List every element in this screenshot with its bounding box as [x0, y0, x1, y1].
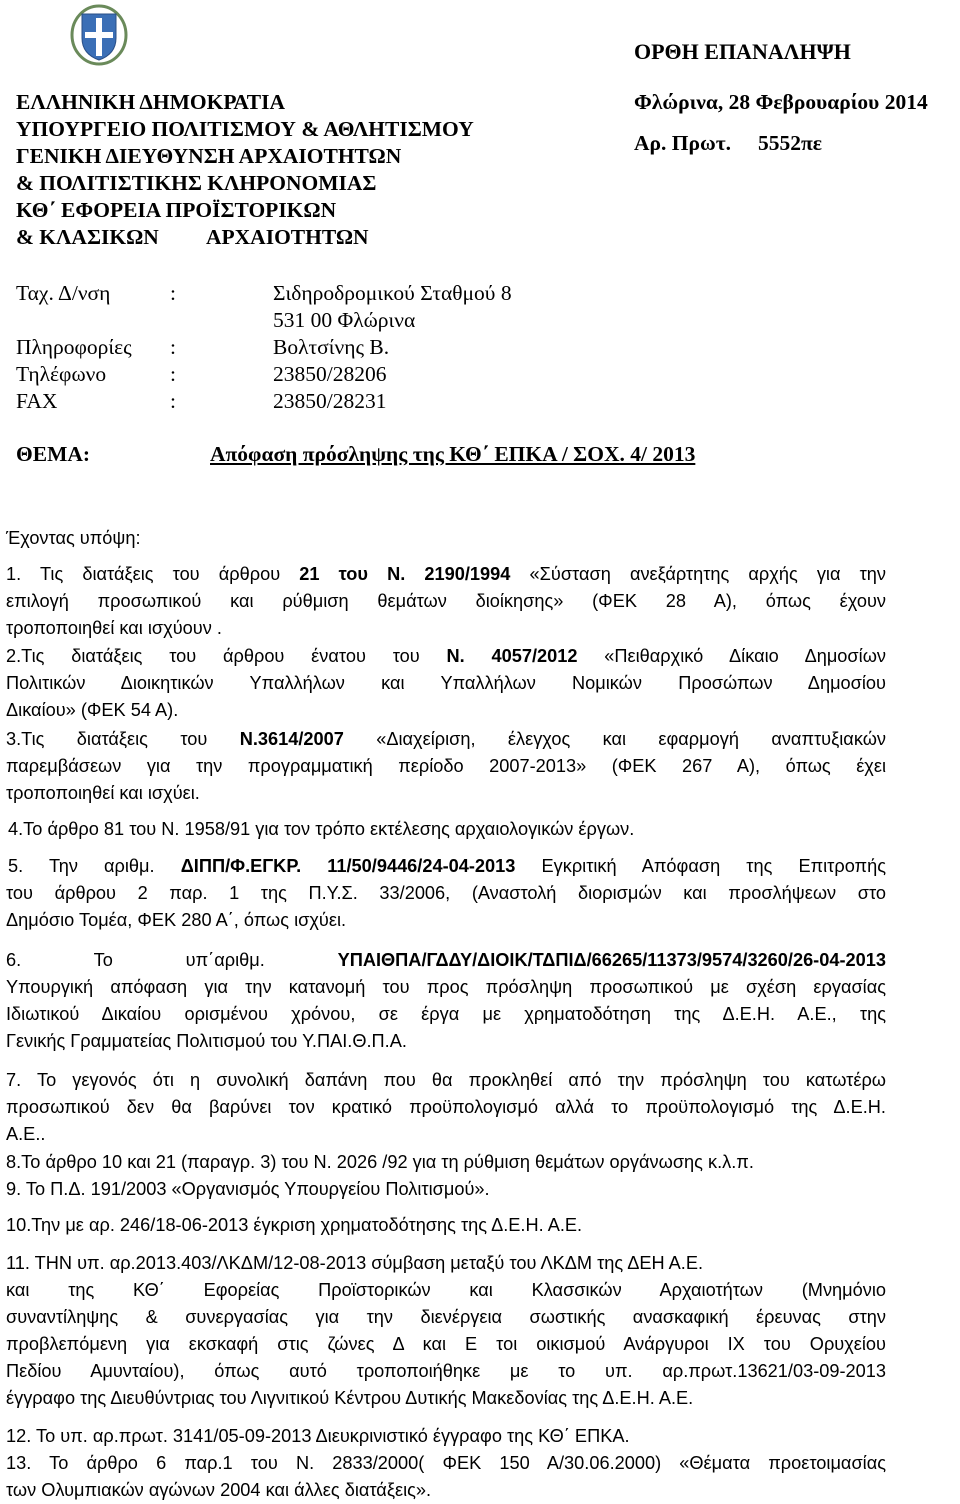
- body-line: Ιδιωτικού Δικαίου ορισμένου χρόνου, σε έργα με χρηματοδότηση της Δ.Ε.Η. Α.Ε., της: [6, 1004, 886, 1024]
- phone-label: Τηλέφωνο: [16, 362, 107, 386]
- protocol-label: Αρ. Πρωτ.: [634, 131, 732, 155]
- agency-line: ΑΡΧΑΙΟΤΗΤΩΝ: [206, 225, 369, 249]
- info-label: Πληροφορίες: [16, 335, 132, 359]
- fax-value: 23850/28231: [273, 389, 387, 413]
- agency-line: & ΚΛΑΣΙΚΩΝ: [16, 225, 159, 249]
- address-label: Ταχ. Δ/νση: [16, 281, 111, 305]
- body-line: 5. Την αριθμ. ΔΙΠΠ/Φ.ΕΓΚΡ. 11/50/9446/24-04-2013 Εγκριτική Απόφαση της Επιτροπής: [8, 856, 886, 876]
- agency-line: ΥΠΟΥΡΓΕΙΟ ΠΟΛΙΤΙΣΜΟΥ & ΑΘΛΗΤΙΣΜΟΥ: [16, 117, 474, 141]
- place-date: Φλώρινα, 28 Φεβρουαρίου 2014: [634, 90, 928, 114]
- body-line: 7. Το γεγονός ότι η συνολική δαπάνη που θα προκληθεί από την πρόσληψη του κατωτέρω: [6, 1070, 886, 1090]
- body-line: 9. Το Π.Δ. 191/2003 «Οργανισμός Υπουργείου Πολιτισμού».: [6, 1179, 490, 1199]
- greek-coat-of-arms-icon: [70, 4, 128, 66]
- body-line: επιλογή προσωπικού και ρύθμιση θεμάτων διοίκησης» (ΦΕΚ 28 Α), όπως έχουν: [6, 591, 886, 611]
- body-line: 12. Το υπ. αρ.πρωτ. 3141/05-09-2013 Διευκρινιστικό έγγραφο της ΚΘ΄ ΕΠΚΑ.: [6, 1426, 630, 1446]
- body-line: Πεδίου Αμυνταίου), όπως αυτό τροποποιήθηκε με το υπ. αρ.πρωτ.13621/03-09-2013: [6, 1361, 886, 1381]
- body-line: 13. Το άρθρο 6 παρ.1 του Ν. 2833/2000( ΦΕΚ 150 Α/30.06.2000) «Θέματα προετοιμασίας: [6, 1453, 886, 1473]
- body-line: τροποποιηθεί και ισχύει.: [6, 783, 200, 803]
- agency-line: & ΠΟΛΙΤΙΣΤΙΚΗΣ ΚΛΗΡΟΝΟΜΙΑΣ: [16, 171, 377, 195]
- body-line: παρεμβάσεων για την προγραμματική περίοδο 2007-2013» (ΦΕΚ 267 Α), όπως έχει: [6, 756, 886, 776]
- separator: :: [170, 281, 176, 305]
- separator: :: [170, 389, 176, 413]
- body-line: 10.Την με αρ. 246/18-06-2013 έγκριση χρηματοδότησης της Δ.Ε.Η. Α.Ε.: [6, 1215, 583, 1235]
- body-line: Γενικής Γραμματείας Πολιτισμού του Υ.ΠΑΙ.Θ.Π.Α.: [6, 1031, 407, 1051]
- body-line: προβλεπόμενη για εκσκαφή στις ζώνες Δ και Ε τοι οικισμού Ανάργυροι ΙΧ του Ορυχείου: [6, 1334, 886, 1354]
- separator: :: [170, 362, 176, 386]
- agency-line: ΕΛΛΗΝΙΚΗ ΔΗΜΟΚΡΑΤΙΑ: [16, 90, 286, 114]
- phone-value: 23850/28206: [273, 362, 387, 386]
- agency-line: ΓΕΝΙΚΗ ΔΙΕΥΘΥΝΣΗ ΑΡΧΑΙΟΤΗΤΩΝ: [16, 144, 402, 168]
- body-line: 3.Τις διατάξεις του Ν.3614/2007 «Διαχείριση, έλεγχος και εφαρμογή αναπτυξιακών: [6, 729, 886, 749]
- protocol-number: 5552πε: [758, 131, 822, 155]
- address-line1: Σιδηροδρομικού Σταθμού 8: [273, 281, 512, 305]
- body-line: τροποποιηθεί και ισχύουν .: [6, 618, 222, 638]
- subject-label: ΘΕΜΑ:: [16, 442, 91, 466]
- body-line: Πολιτικών Διοικητικών Υπαλλήλων και Υπαλλήλων Νομικών Προσώπων Δημοσίου: [6, 673, 886, 693]
- body-line: 6. Το υπ΄αριθμ. ΥΠΑΙΘΠΑ/ΓΔΔΥ/ΔΙΟΙΚ/ΤΔΠΙΔ/66265/11373/9574/3260/26-04-2013: [6, 950, 886, 970]
- agency-line: ΚΘ΄ ΕΦΟΡΕΙΑ ΠΡΟΪΣΤΟΡΙΚΩΝ: [16, 198, 337, 222]
- body-line: και της ΚΘ΄ Εφορείας Προϊστορικών και Κλασσικών Αρχαιοτήτων (Μνημόνιο: [6, 1280, 886, 1300]
- body-line: έγγραφο της Διευθύντριας του Λιγνιτικού Κέντρου Δυτικής Μακεδονίας της Δ.Ε.Η. Α.Ε.: [6, 1388, 694, 1408]
- separator: :: [170, 335, 176, 359]
- intro-text: Έχοντας υπόψη:: [6, 528, 141, 548]
- body-line: 2.Τις διατάξεις του άρθρου ένατου του Ν. 4057/2012 «Πειθαρχικό Δίκαιο Δημοσίων: [6, 646, 886, 666]
- body-line: των Ολυμπιακών αγώνων 2004 και άλλες διατάξεις».: [6, 1480, 432, 1500]
- body-line: του άρθρου 2 παρ. 1 της Π.Υ.Σ. 33/2006, (Αναστολή διορισμών και προσλήψεων στο: [6, 883, 886, 903]
- body-line: Α.Ε..: [6, 1124, 46, 1144]
- stamp-text: ΟΡΘΗ ΕΠΑΝΑΛΗΨΗ: [634, 39, 851, 64]
- info-value: Βολτσίνης Β.: [273, 335, 390, 359]
- fax-label: FAX: [16, 389, 58, 413]
- body-line: 8.Το άρθρο 10 και 21 (παραγρ. 3) του Ν. 2026 /92 για τη ρύθμιση θεμάτων οργάνωσης κ.λ.π.: [6, 1152, 754, 1172]
- body-line: Υπουργική απόφαση για την κατανομή του προς πρόσληψη προσωπικού με σχέση εργασίας: [6, 977, 886, 997]
- body-line: 11. ΤΗΝ υπ. αρ.2013.403/ΛΚΔΜ/12-08-2013 σύμβαση μεταξύ του ΛΚΔΜ της ΔΕΗ Α.Ε.: [6, 1253, 704, 1273]
- body-line: 4.Το άρθρο 81 του Ν. 1958/91 για τον τρόπο εκτέλεσης αρχαιολογικών έργων.: [8, 819, 635, 839]
- address-line2: 531 00 Φλώρινα: [273, 308, 416, 332]
- body-line: Δημόσιο Τομέα, ΦΕΚ 280 Α΄, όπως ισχύει.: [6, 910, 347, 930]
- body-line: προσωπικού δεν θα βαρύνει τον κρατικό προϋπολογισμό αλλά το προϋπολογισμό της Δ.Ε.Η.: [6, 1097, 886, 1117]
- body-line: συναντίληψης & συνεργασίας για την διενέργεια σωστικής ανασκαφική έρευνας στην: [6, 1307, 886, 1327]
- subject-text: Απόφαση πρόσληψης της ΚΘ΄ ΕΠΚΑ / ΣΟΧ. 4/ 2013: [210, 442, 696, 466]
- body-line: Δικαίου» (ΦΕΚ 54 Α).: [6, 700, 179, 720]
- body-line: 1. Τις διατάξεις του άρθρου 21 του Ν. 2190/1994 «Σύσταση ανεξάρτητης αρχής για την: [6, 564, 887, 584]
